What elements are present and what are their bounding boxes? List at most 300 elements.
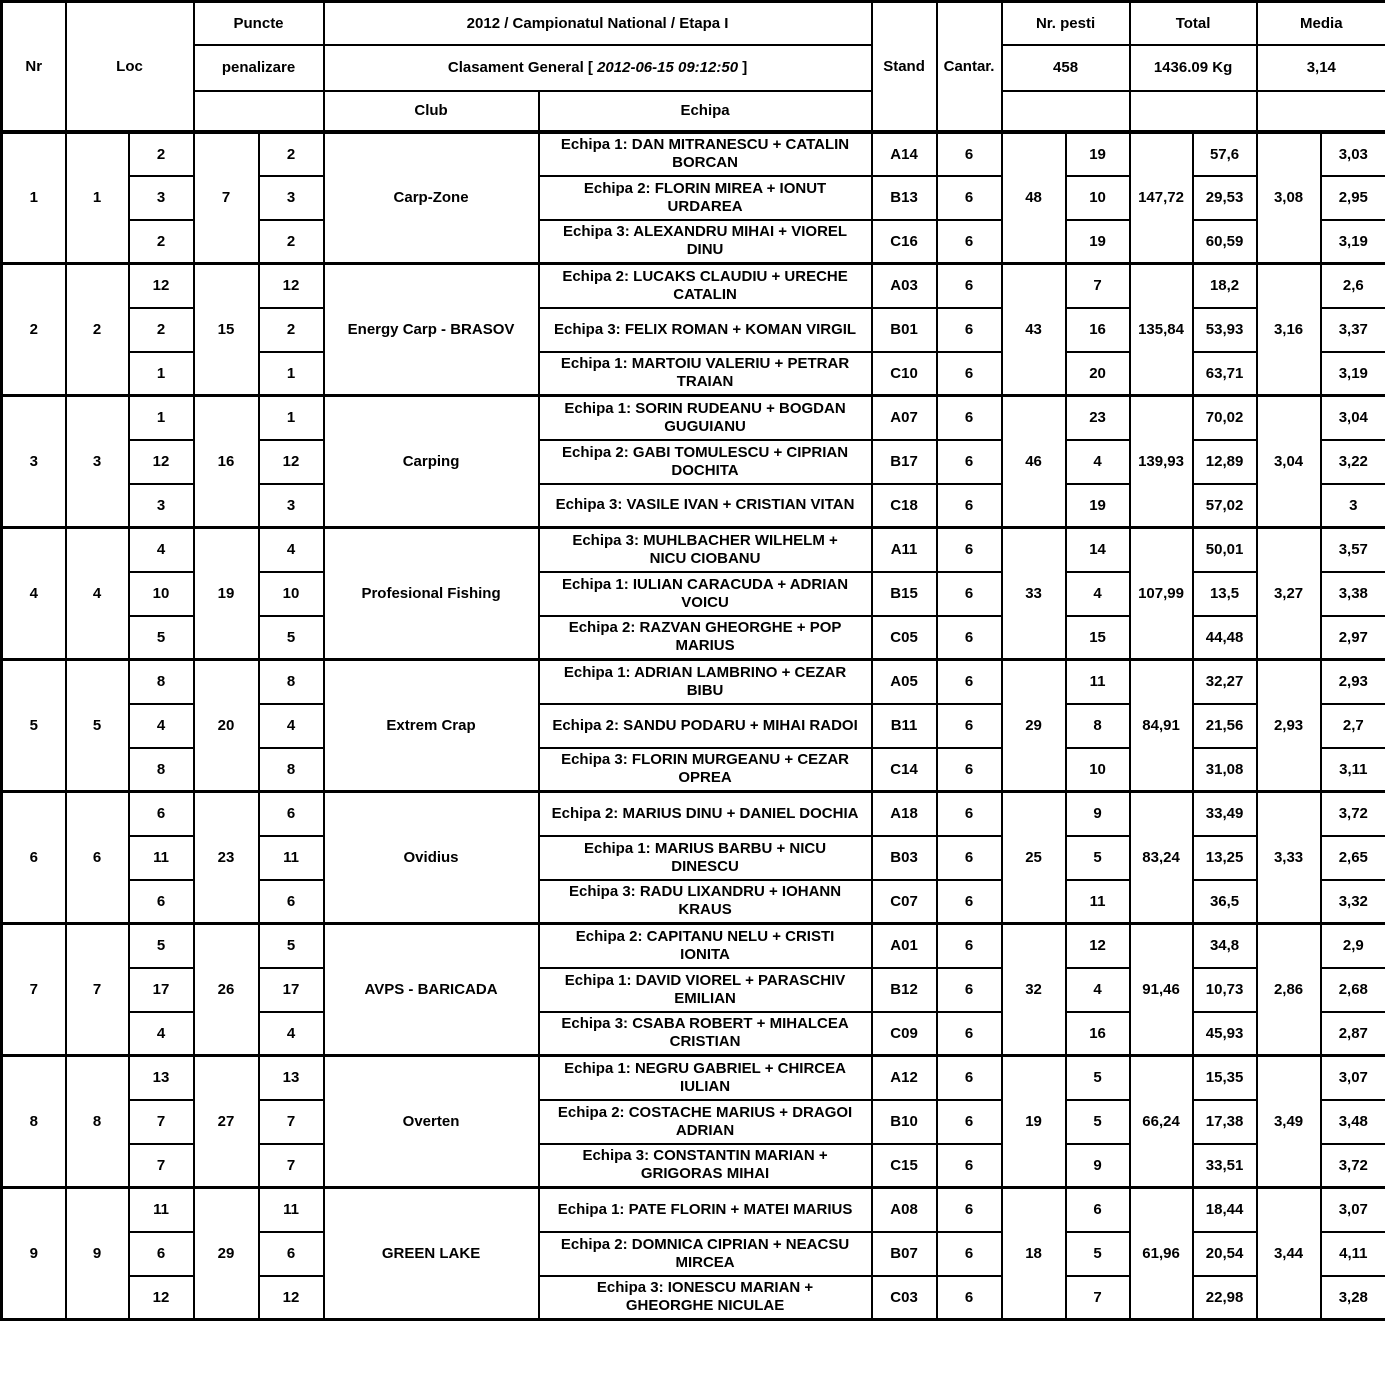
stand-cell: B13: [872, 176, 937, 220]
penalty-points-cell: 8: [259, 748, 324, 792]
penalty-points-cell: 11: [129, 1188, 194, 1232]
weight-cell: 15,35: [1193, 1056, 1257, 1100]
table-body: [2, 132, 1385, 1320]
fish-count-cell: 5: [1066, 1100, 1130, 1144]
penalty-points-cell: 10: [259, 572, 324, 616]
cantar-cell: 6: [937, 748, 1002, 792]
cantar-cell: 6: [937, 308, 1002, 352]
cantar-cell: 6: [937, 616, 1002, 660]
penalty-points-cell: 6: [129, 792, 194, 836]
penalty-points-cell: 5: [259, 616, 324, 660]
weight-cell: 36,5: [1193, 880, 1257, 924]
team-cell: Echipa 2: CAPITANU NELU + CRISTI IONITA: [539, 924, 872, 968]
stand-cell: A18: [872, 792, 937, 836]
penalty-points-cell: 8: [129, 660, 194, 704]
col-header-media: Media: [1257, 2, 1385, 45]
media-cell: 3,22: [1321, 440, 1385, 484]
club-cell: GREEN LAKE: [324, 1188, 539, 1320]
weight-cell: 31,08: [1193, 748, 1257, 792]
col-header-nr: Nr: [2, 2, 66, 132]
media-cell: 3,07: [1321, 1056, 1385, 1100]
weight-total-cell: 91,46: [1130, 924, 1193, 1056]
stand-cell: C15: [872, 1144, 937, 1188]
stand-cell: A12: [872, 1056, 937, 1100]
penalty-points-cell: 2: [259, 220, 324, 264]
stand-cell: C09: [872, 1012, 937, 1056]
club-cell: Profesional Fishing: [324, 528, 539, 660]
team-cell: Echipa 2: MARIUS DINU + DANIEL DOCHIA: [539, 792, 872, 836]
cantar-cell: 6: [937, 1100, 1002, 1144]
stand-cell: B03: [872, 836, 937, 880]
penalty-points-cell: 1: [259, 396, 324, 440]
media-cell: 3,72: [1321, 792, 1385, 836]
fish-count-cell: 5: [1066, 836, 1130, 880]
fish-count-cell: 9: [1066, 1144, 1130, 1188]
penalty-total-cell: 7: [194, 132, 259, 264]
penalizare-empty-cell: [194, 91, 324, 132]
weight-cell: 13,5: [1193, 572, 1257, 616]
team-cell: Echipa 3: MUHLBACHER WILHELM + NICU CIOBANU: [539, 528, 872, 572]
weight-cell: 18,44: [1193, 1188, 1257, 1232]
weight-cell: 18,2: [1193, 264, 1257, 308]
fish-count-total-cell: 43: [1002, 264, 1066, 396]
cantar-cell: 6: [937, 1056, 1002, 1100]
stand-cell: B10: [872, 1100, 937, 1144]
cantar-cell: 6: [937, 352, 1002, 396]
penalty-total-cell: 29: [194, 1188, 259, 1320]
cantar-cell: 6: [937, 440, 1002, 484]
stand-cell: C03: [872, 1276, 937, 1320]
team-cell: Echipa 2: DOMNICA CIPRIAN + NEACSU MIRCEA: [539, 1232, 872, 1276]
stand-cell: A07: [872, 396, 937, 440]
penalty-points-cell: 12: [129, 440, 194, 484]
penalty-points-cell: 3: [129, 176, 194, 220]
subtitle-text: Clasament General [: [447, 59, 598, 76]
cantar-cell: 6: [937, 1012, 1002, 1056]
fish-count-cell: 11: [1066, 660, 1130, 704]
media-cell: 2,6: [1321, 264, 1385, 308]
penalty-points-cell: 12: [259, 264, 324, 308]
rank-nr-cell: 7: [2, 924, 66, 1056]
weight-cell: 13,25: [1193, 836, 1257, 880]
team-row: [2, 132, 1385, 176]
stand-cell: B01: [872, 308, 937, 352]
penalty-points-cell: 3: [259, 176, 324, 220]
stand-cell: A14: [872, 132, 937, 176]
penalty-points-cell: 12: [259, 1276, 324, 1320]
rank-loc-cell: 8: [66, 1056, 129, 1188]
team-cell: Echipa 1: ADRIAN LAMBRINO + CEZAR BIBU: [539, 660, 872, 704]
rank-nr-cell: 2: [2, 264, 66, 396]
penalty-points-cell: 1: [129, 352, 194, 396]
stand-cell: B12: [872, 968, 937, 1012]
team-cell: Echipa 1: PATE FLORIN + MATEI MARIUS: [539, 1188, 872, 1232]
cantar-cell: 6: [937, 484, 1002, 528]
cantar-cell: 6: [937, 836, 1002, 880]
penalty-points-cell: 1: [129, 396, 194, 440]
cantar-cell: 6: [937, 176, 1002, 220]
penalty-points-cell: 4: [259, 704, 324, 748]
team-cell: Echipa 1: SORIN RUDEANU + BOGDAN GUGUIANU: [539, 396, 872, 440]
penalty-points-cell: 13: [259, 1056, 324, 1100]
media-cell: 3: [1321, 484, 1385, 528]
penalty-points-cell: 11: [129, 836, 194, 880]
media-cell: 3,38: [1321, 572, 1385, 616]
weight-total-cell: 61,96: [1130, 1188, 1193, 1320]
media-cell: 3,11: [1321, 748, 1385, 792]
team-cell: Echipa 3: CONSTANTIN MARIAN + GRIGORAS MIHAI: [539, 1144, 872, 1188]
weight-cell: 57,02: [1193, 484, 1257, 528]
fish-count-cell: 10: [1066, 748, 1130, 792]
rank-nr-cell: 1: [2, 132, 66, 264]
team-cell: Echipa 3: IONESCU MARIAN + GHEORGHE NICULAE: [539, 1276, 872, 1320]
fish-count-total-cell: 19: [1002, 1056, 1066, 1188]
weight-cell: 50,01: [1193, 528, 1257, 572]
media-cell: 3,19: [1321, 352, 1385, 396]
weight-cell: 17,38: [1193, 1100, 1257, 1144]
rank-loc-cell: 5: [66, 660, 129, 792]
team-row: [2, 1188, 1385, 1232]
stand-cell: B17: [872, 440, 937, 484]
rank-loc-cell: 2: [66, 264, 129, 396]
fish-count-cell: 14: [1066, 528, 1130, 572]
team-row: [2, 528, 1385, 572]
table-subtitle: [324, 45, 872, 91]
penalty-points-cell: 6: [259, 792, 324, 836]
media-cell: 2,7: [1321, 704, 1385, 748]
team-cell: Echipa 3: ALEXANDRU MIHAI + VIOREL DINU: [539, 220, 872, 264]
penalty-points-cell: 4: [129, 1012, 194, 1056]
fish-count-cell: 19: [1066, 220, 1130, 264]
subtitle-datetime: 2012-06-15 09:12:50: [597, 59, 739, 76]
penalty-total-cell: 26: [194, 924, 259, 1056]
weight-total-cell: 83,24: [1130, 792, 1193, 924]
penalty-points-cell: 12: [129, 264, 194, 308]
penalty-points-cell: 3: [259, 484, 324, 528]
stand-cell: B07: [872, 1232, 937, 1276]
rank-nr-cell: 6: [2, 792, 66, 924]
fish-count-total-cell: 46: [1002, 396, 1066, 528]
fish-count-total-cell: 18: [1002, 1188, 1066, 1320]
penalty-points-cell: 11: [259, 1188, 324, 1232]
fish-count-cell: 19: [1066, 132, 1130, 176]
fish-count-cell: 8: [1066, 704, 1130, 748]
team-cell: Echipa 1: MARIUS BARBU + NICU DINESCU: [539, 836, 872, 880]
media-total-cell: 3,49: [1257, 1056, 1321, 1188]
stand-cell: C10: [872, 352, 937, 396]
cantar-cell: 6: [937, 1144, 1002, 1188]
penalty-points-cell: 17: [129, 968, 194, 1012]
penalty-points-cell: 3: [129, 484, 194, 528]
penalty-points-cell: 11: [259, 836, 324, 880]
media-total-cell: 2,86: [1257, 924, 1321, 1056]
weight-cell: 33,49: [1193, 792, 1257, 836]
club-cell: Carp-Zone: [324, 132, 539, 264]
weight-total-cell: 84,91: [1130, 660, 1193, 792]
penalty-points-cell: 6: [259, 880, 324, 924]
stand-cell: C07: [872, 880, 937, 924]
col-header-loc: Loc: [66, 2, 194, 132]
fish-count-cell: 7: [1066, 264, 1130, 308]
penalty-points-cell: 7: [129, 1100, 194, 1144]
stand-cell: A03: [872, 264, 937, 308]
cantar-cell: 6: [937, 880, 1002, 924]
col-header-total: Total: [1130, 2, 1257, 45]
team-cell: Echipa 3: CSABA ROBERT + MIHALCEA CRISTIAN: [539, 1012, 872, 1056]
weight-cell: 22,98: [1193, 1276, 1257, 1320]
fish-count-total-cell: 29: [1002, 660, 1066, 792]
fish-count-cell: 20: [1066, 352, 1130, 396]
media-cell: 3,19: [1321, 220, 1385, 264]
cantar-cell: 6: [937, 792, 1002, 836]
penalty-points-cell: 4: [259, 1012, 324, 1056]
weight-total-cell: 135,84: [1130, 264, 1193, 396]
team-row: [2, 792, 1385, 836]
media-cell: 3,72: [1321, 1144, 1385, 1188]
fish-count-cell: 4: [1066, 968, 1130, 1012]
cantar-cell: 6: [937, 264, 1002, 308]
rank-loc-cell: 1: [66, 132, 129, 264]
cantar-cell: 6: [937, 968, 1002, 1012]
cantar-cell: 6: [937, 220, 1002, 264]
club-cell: Overten: [324, 1056, 539, 1188]
rank-nr-cell: 9: [2, 1188, 66, 1320]
team-cell: Echipa 2: FLORIN MIREA + IONUT URDAREA: [539, 176, 872, 220]
team-cell: Echipa 2: SANDU PODARU + MIHAI RADOI: [539, 704, 872, 748]
fish-count-cell: 4: [1066, 572, 1130, 616]
club-cell: Ovidius: [324, 792, 539, 924]
team-cell: Echipa 2: GABI TOMULESCU + CIPRIAN DOCHITA: [539, 440, 872, 484]
media-cell: 2,95: [1321, 176, 1385, 220]
weight-total-cell: 107,99: [1130, 528, 1193, 660]
team-cell: Echipa 2: RAZVAN GHEORGHE + POP MARIUS: [539, 616, 872, 660]
team-cell: Echipa 3: RADU LIXANDRU + IOHANN KRAUS: [539, 880, 872, 924]
rank-loc-cell: 7: [66, 924, 129, 1056]
team-cell: Echipa 1: DAN MITRANESCU + CATALIN BORCAN: [539, 132, 872, 176]
penalty-points-cell: 17: [259, 968, 324, 1012]
penalty-points-cell: 2: [129, 220, 194, 264]
club-cell: Carping: [324, 396, 539, 528]
cantar-cell: 6: [937, 528, 1002, 572]
stand-cell: A11: [872, 528, 937, 572]
team-row: [2, 1056, 1385, 1100]
penalty-points-cell: 2: [259, 308, 324, 352]
cantar-cell: 6: [937, 572, 1002, 616]
media-cell: 2,97: [1321, 616, 1385, 660]
penalty-points-cell: 5: [259, 924, 324, 968]
weight-cell: 34,8: [1193, 924, 1257, 968]
media-empty-cell: [1257, 91, 1385, 132]
media-cell: 3,03: [1321, 132, 1385, 176]
club-cell: AVPS - BARICADA: [324, 924, 539, 1056]
cantar-cell: 6: [937, 1276, 1002, 1320]
fish-count-cell: 4: [1066, 440, 1130, 484]
penalty-points-cell: 2: [259, 132, 324, 176]
media-cell: 3,28: [1321, 1276, 1385, 1320]
penalty-points-cell: 7: [129, 1144, 194, 1188]
team-row: [2, 396, 1385, 440]
penalty-points-cell: 4: [129, 528, 194, 572]
penalty-points-cell: 6: [259, 1232, 324, 1276]
col-header-penalizare: penalizare: [194, 45, 324, 91]
media-total-cell: 3,27: [1257, 528, 1321, 660]
club-cell: Extrem Crap: [324, 660, 539, 792]
weight-cell: 44,48: [1193, 616, 1257, 660]
fish-count-cell: 7: [1066, 1276, 1130, 1320]
fish-count-cell: 15: [1066, 616, 1130, 660]
weight-cell: 20,54: [1193, 1232, 1257, 1276]
team-row: [2, 924, 1385, 968]
team-row: [2, 264, 1385, 308]
col-header-stand: Stand: [872, 2, 937, 132]
cantar-cell: 6: [937, 132, 1002, 176]
team-cell: Echipa 1: DAVID VIOREL + PARASCHIV EMILIAN: [539, 968, 872, 1012]
team-cell: Echipa 3: VASILE IVAN + CRISTIAN VITAN: [539, 484, 872, 528]
media-cell: 2,68: [1321, 968, 1385, 1012]
penalty-points-cell: 12: [129, 1276, 194, 1320]
penalty-total-cell: 27: [194, 1056, 259, 1188]
media-cell: 3,32: [1321, 880, 1385, 924]
total-empty-cell: [1130, 91, 1257, 132]
weight-cell: 63,71: [1193, 352, 1257, 396]
penalty-points-cell: 2: [129, 308, 194, 352]
stand-cell: B15: [872, 572, 937, 616]
fish-count-total-cell: 32: [1002, 924, 1066, 1056]
media-total-cell: 3,04: [1257, 396, 1321, 528]
weight-cell: 33,51: [1193, 1144, 1257, 1188]
fish-count-total-cell: 25: [1002, 792, 1066, 924]
fish-count-cell: 5: [1066, 1232, 1130, 1276]
stand-cell: A08: [872, 1188, 937, 1232]
media-cell: 2,65: [1321, 836, 1385, 880]
penalty-total-cell: 19: [194, 528, 259, 660]
weight-cell: 32,27: [1193, 660, 1257, 704]
media-cell: 3,48: [1321, 1100, 1385, 1144]
rank-loc-cell: 3: [66, 396, 129, 528]
penalty-points-cell: 6: [129, 880, 194, 924]
weight-cell: 12,89: [1193, 440, 1257, 484]
weight-cell: 57,6: [1193, 132, 1257, 176]
penalty-total-cell: 16: [194, 396, 259, 528]
weight-cell: 70,02: [1193, 396, 1257, 440]
stand-cell: B11: [872, 704, 937, 748]
media-total-cell: 3,16: [1257, 264, 1321, 396]
team-cell: Echipa 3: FLORIN MURGEANU + CEZAR OPREA: [539, 748, 872, 792]
penalty-points-cell: 4: [259, 528, 324, 572]
weight-total-cell: 66,24: [1130, 1056, 1193, 1188]
media-cell: 3,57: [1321, 528, 1385, 572]
media-cell: 2,87: [1321, 1012, 1385, 1056]
table-header: [2, 2, 1385, 132]
stand-cell: C16: [872, 220, 937, 264]
penalty-points-cell: 8: [259, 660, 324, 704]
media-cell: 2,9: [1321, 924, 1385, 968]
penalty-points-cell: 6: [129, 1232, 194, 1276]
col-header-puncte: Puncte: [194, 2, 324, 45]
penalty-points-cell: 7: [259, 1100, 324, 1144]
total-weight-value: 1436.09 Kg: [1130, 45, 1257, 91]
stand-cell: A05: [872, 660, 937, 704]
weight-total-cell: 139,93: [1130, 396, 1193, 528]
weight-cell: 29,53: [1193, 176, 1257, 220]
fish-count-cell: 19: [1066, 484, 1130, 528]
club-cell: Energy Carp - BRASOV: [324, 264, 539, 396]
fish-count-cell: 6: [1066, 1188, 1130, 1232]
col-header-nr-pesti: Nr. pesti: [1002, 2, 1130, 45]
team-cell: Echipa 3: FELIX ROMAN + KOMAN VIRGIL: [539, 308, 872, 352]
weight-cell: 60,59: [1193, 220, 1257, 264]
fish-count-cell: 5: [1066, 1056, 1130, 1100]
stand-cell: C18: [872, 484, 937, 528]
weight-cell: 45,93: [1193, 1012, 1257, 1056]
penalty-points-cell: 8: [129, 748, 194, 792]
rank-loc-cell: 9: [66, 1188, 129, 1320]
penalty-points-cell: 7: [259, 1144, 324, 1188]
fish-count-cell: 11: [1066, 880, 1130, 924]
media-cell: 3,04: [1321, 396, 1385, 440]
overall-media-value: 3,14: [1257, 45, 1385, 91]
team-row: [2, 660, 1385, 704]
rank-loc-cell: 4: [66, 528, 129, 660]
penalty-total-cell: 20: [194, 660, 259, 792]
cantar-cell: 6: [937, 1232, 1002, 1276]
weight-cell: 10,73: [1193, 968, 1257, 1012]
team-cell: Echipa 2: COSTACHE MARIUS + DRAGOI ADRIAN: [539, 1100, 872, 1144]
col-header-echipa: Echipa: [539, 91, 872, 132]
penalty-points-cell: 1: [259, 352, 324, 396]
rank-nr-cell: 8: [2, 1056, 66, 1188]
nr-pesti-empty-cell: [1002, 91, 1130, 132]
fish-count-cell: 12: [1066, 924, 1130, 968]
weight-cell: 21,56: [1193, 704, 1257, 748]
team-cell: Echipa 1: IULIAN CARACUDA + ADRIAN VOICU: [539, 572, 872, 616]
media-cell: 3,37: [1321, 308, 1385, 352]
fish-count-cell: 10: [1066, 176, 1130, 220]
media-cell: 3,07: [1321, 1188, 1385, 1232]
penalty-points-cell: 2: [129, 132, 194, 176]
team-cell: Echipa 2: LUCAKS CLAUDIU + URECHE CATALIN: [539, 264, 872, 308]
cantar-cell: 6: [937, 704, 1002, 748]
media-total-cell: 2,93: [1257, 660, 1321, 792]
cantar-cell: 6: [937, 1188, 1002, 1232]
penalty-points-cell: 12: [259, 440, 324, 484]
total-fish-count-value: 458: [1002, 45, 1130, 91]
penalty-points-cell: 4: [129, 704, 194, 748]
media-cell: 2,93: [1321, 660, 1385, 704]
team-cell: Echipa 1: NEGRU GABRIEL + CHIRCEA IULIAN: [539, 1056, 872, 1100]
table-title: 2012 / Campionatul National / Etapa I: [324, 2, 872, 45]
cantar-cell: 6: [937, 660, 1002, 704]
media-total-cell: 3,33: [1257, 792, 1321, 924]
stand-cell: C05: [872, 616, 937, 660]
penalty-total-cell: 23: [194, 792, 259, 924]
rank-nr-cell: 4: [2, 528, 66, 660]
penalty-points-cell: 5: [129, 924, 194, 968]
stand-cell: C14: [872, 748, 937, 792]
cantar-cell: 6: [937, 396, 1002, 440]
fish-count-total-cell: 33: [1002, 528, 1066, 660]
team-cell: Echipa 1: MARTOIU VALERIU + PETRAR TRAIAN: [539, 352, 872, 396]
rank-nr-cell: 5: [2, 660, 66, 792]
weight-cell: 53,93: [1193, 308, 1257, 352]
fish-count-cell: 9: [1066, 792, 1130, 836]
media-cell: 4,11: [1321, 1232, 1385, 1276]
fish-count-cell: 16: [1066, 1012, 1130, 1056]
cantar-cell: 6: [937, 924, 1002, 968]
media-total-cell: 3,44: [1257, 1188, 1321, 1320]
media-total-cell: 3,08: [1257, 132, 1321, 264]
fish-count-total-cell: 48: [1002, 132, 1066, 264]
